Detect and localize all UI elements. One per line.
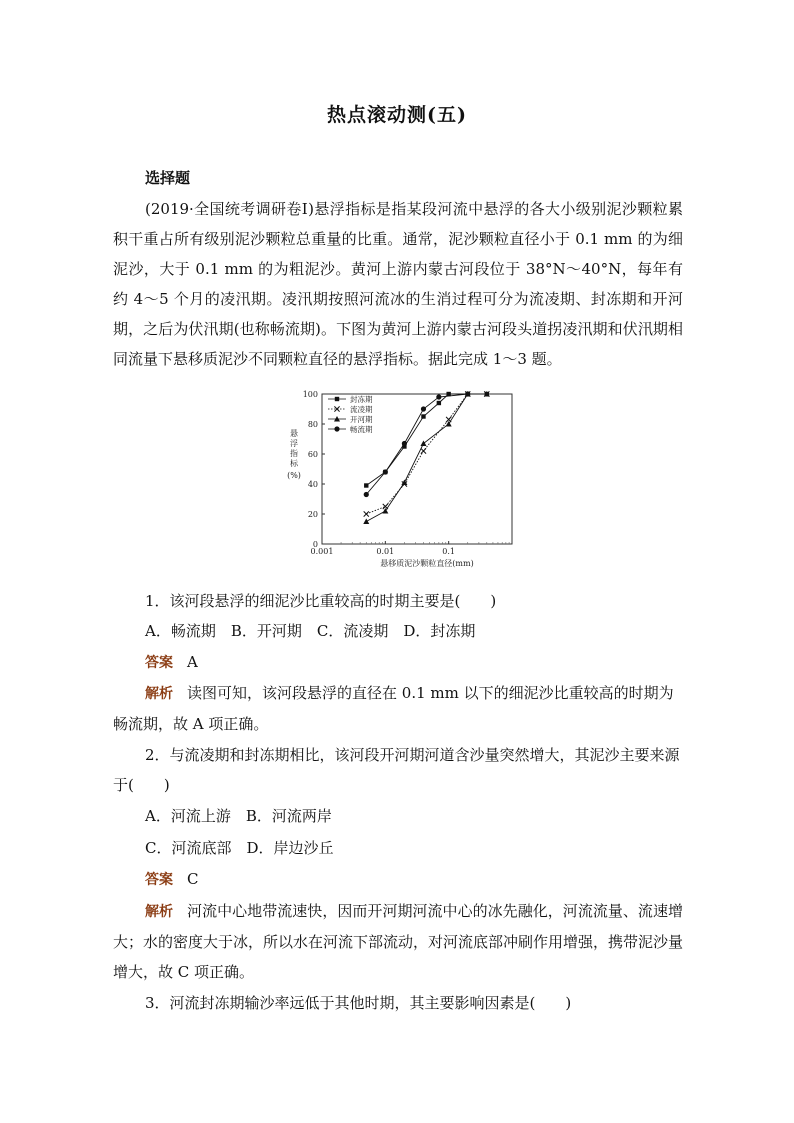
analysis-label: 解析 xyxy=(145,686,173,702)
triangle-marker xyxy=(363,519,369,525)
question-1-analysis xyxy=(113,678,683,739)
suspension-index-chart xyxy=(280,384,520,574)
question-3-stem: 3．河流封冻期输沙率远低于其他时期，其主要影响因素是( ) xyxy=(145,994,572,1012)
circle-marker xyxy=(402,441,407,446)
square-marker xyxy=(364,483,368,487)
series-circle xyxy=(364,391,471,497)
series-line xyxy=(366,394,487,522)
circle-marker xyxy=(334,426,339,431)
series-line xyxy=(366,394,467,495)
square-marker xyxy=(335,397,339,401)
question-2-stem: 2．与流凌期和封冻期相比，该河段开河期河道含沙量突然增大，其泥沙主要来源于( ) xyxy=(113,746,680,794)
answer-value: A xyxy=(187,653,198,671)
chart-axes xyxy=(303,390,512,556)
x-tick-label: 0.1 xyxy=(442,547,456,556)
question-1-options: A．畅流期 B．开河期 C．流凌期 D．封冻期 xyxy=(145,622,476,640)
y-label-char: 指 xyxy=(290,449,298,458)
analysis-label: 解析 xyxy=(145,904,174,920)
question-1-answer xyxy=(145,647,715,678)
circle-marker xyxy=(364,492,369,497)
analysis-text: 河流中心地带流速快，因而开河期河流中心的冰先融化，河流流量、流速增大；水的密度大于冰，所以水在河流下部流动，对河流底部冲刷作用增强，携带泥沙量增大，故 C 项正确。 xyxy=(113,902,684,981)
legend-label: 畅流期 xyxy=(350,425,373,434)
series-line xyxy=(366,394,487,514)
y-tick-label: 100 xyxy=(302,390,318,399)
legend-label: 开河期 xyxy=(350,415,373,424)
y-label-char: 标 xyxy=(290,459,298,468)
series-cross xyxy=(364,391,490,516)
y-tick-label: 40 xyxy=(307,480,318,489)
legend-label: 流凌期 xyxy=(350,405,373,414)
x-tick-label: 0.01 xyxy=(376,547,395,556)
answer-label: 答案 xyxy=(145,872,173,888)
y-tick-label: 80 xyxy=(307,420,318,429)
y-label-char: 浮 xyxy=(290,439,298,448)
y-axis-label xyxy=(287,428,301,480)
y-label-char: 悬 xyxy=(290,429,298,438)
question-2-options-line2: C．河流底部 D．岸边沙丘 xyxy=(145,839,334,857)
question-2-answer xyxy=(145,864,715,895)
question-1-stem: 1．该河段悬浮的细泥沙比重较高的时期主要是( ) xyxy=(145,592,497,610)
answer-value: C xyxy=(187,870,199,888)
circle-marker xyxy=(465,391,470,396)
circle-marker xyxy=(436,394,441,399)
series-triangle xyxy=(363,391,490,524)
question-2-analysis xyxy=(113,896,683,987)
square-marker xyxy=(437,401,441,405)
y-label-unit: (%) xyxy=(287,471,301,480)
question-2-options-line1: A．河流上游 B．河流两岸 xyxy=(145,807,332,825)
page-title: 热点滚动测(五) xyxy=(327,104,467,126)
y-tick-label: 20 xyxy=(307,510,318,519)
legend-label: 封冻期 xyxy=(350,395,373,404)
section-heading: 选择题 xyxy=(145,169,191,187)
chart-series xyxy=(363,391,490,524)
square-marker xyxy=(421,414,425,418)
x-tick-label: 0.001 xyxy=(310,547,334,556)
circle-marker xyxy=(421,406,426,411)
y-tick-label: 0 xyxy=(312,540,318,549)
answer-label: 答案 xyxy=(145,655,173,671)
intro-paragraph: (2019·全国统考调研卷Ⅰ)悬浮指标是指某段河流中悬浮的各大小级别泥沙颗粒累积干重占所有级别泥沙颗粒总重量的比重。通常，泥沙颗粒直径小于 0.1 mm 的为细泥沙，大于 0.1 mm 的为粗泥沙。黄河上游内蒙古河段位于 38°N～40°N，每年有约 4～5 个月的凌汛期。凌汛期按照河流冰的生消过程可分为流凌期、封冻期和开河期，之后为伏汛期(也称畅流期)。下图为黄河上游内蒙古河段头道拐凌汛期和伏汛期相同流量下悬移质泥沙不同颗粒直径的悬浮指标。据此完成 1～3 题。 xyxy=(113,200,683,368)
circle-marker xyxy=(383,469,388,474)
y-tick-label: 60 xyxy=(307,450,318,459)
analysis-text: 读图可知，该河段悬浮的直径在 0.1 mm 以下的细泥沙比重较高的时期为畅流期，故 A 项正确。 xyxy=(113,684,674,733)
chart-legend xyxy=(328,394,373,434)
x-axis-label: 悬移质泥沙颗粒直径(mm) xyxy=(380,559,474,568)
chart-svg xyxy=(280,384,520,574)
